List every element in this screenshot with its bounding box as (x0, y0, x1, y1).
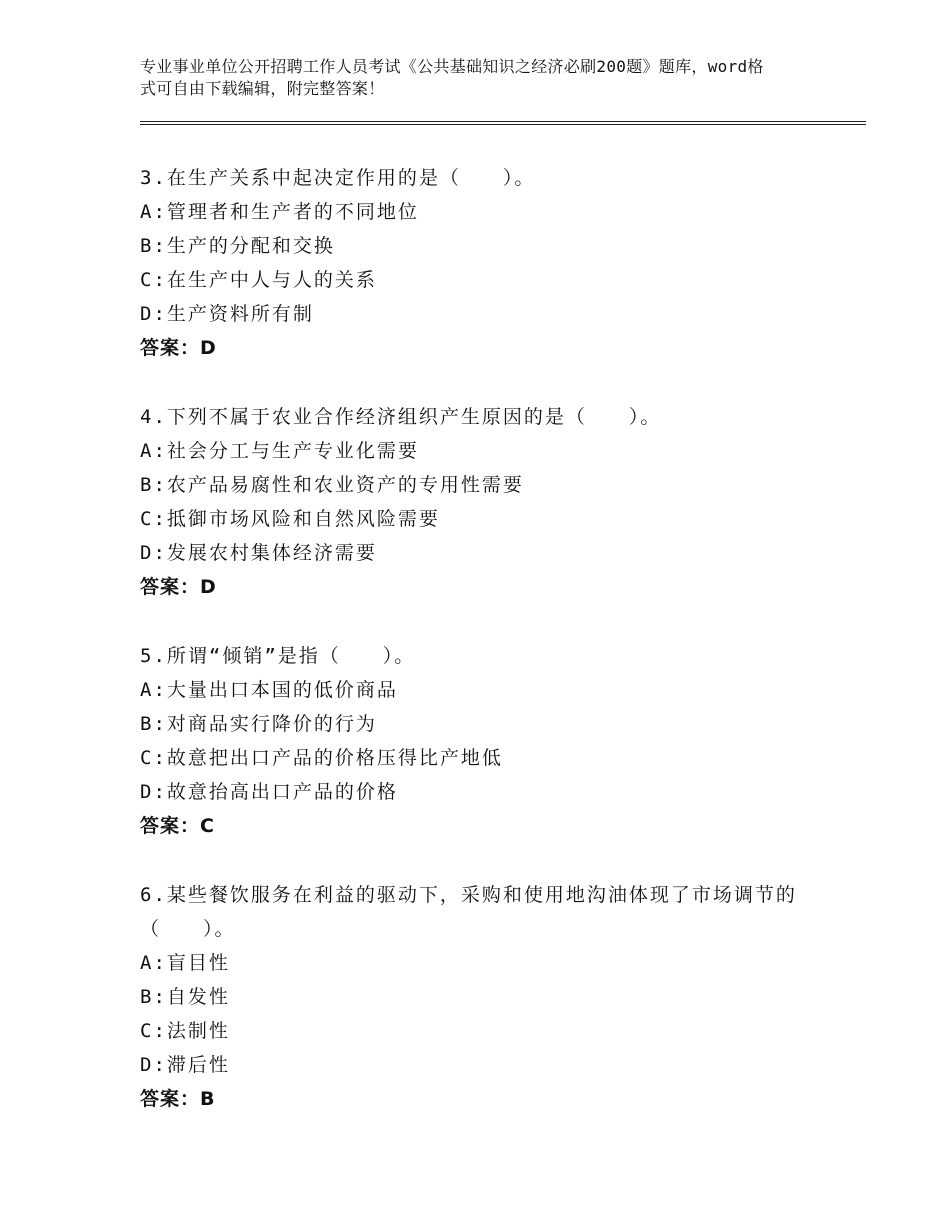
option-a: A:社会分工与生产专业化需要 (140, 440, 419, 462)
option-d: D:生产资料所有制 (140, 303, 314, 325)
question-6 (140, 878, 820, 1116)
question-title: 6.某些餐饮服务在利益的驱动下，采购和使用地沟油体现了市场调节的（ ）。 (140, 884, 797, 940)
option-b: B:生产的分配和交换 (140, 235, 335, 257)
answer: 答案：D (140, 337, 217, 359)
question-title: 4.下列不属于农业合作经济组织产生原因的是（ ）。 (140, 406, 662, 428)
header-rule-bottom (140, 124, 866, 125)
question-5 (140, 639, 820, 843)
option-d: D:滞后性 (140, 1054, 230, 1076)
document-header: 专业事业单位公开招聘工作人员考试《公共基础知识之经济必刷200题》题库，word格式可自由下载编辑，附完整答案！ (140, 57, 764, 98)
option-a: A:管理者和生产者的不同地位 (140, 201, 419, 223)
question-4 (140, 400, 820, 604)
header-rule-top (140, 121, 866, 122)
option-a: A:盲目性 (140, 952, 230, 974)
option-d: D:故意抬高出口产品的价格 (140, 781, 398, 803)
answer: 答案：B (140, 1088, 216, 1110)
option-b: B:对商品实行降价的行为 (140, 713, 377, 735)
question-title: 5.所谓“倾销”是指（ ）。 (140, 645, 416, 667)
question-title: 3.在生产关系中起决定作用的是（ ）。 (140, 167, 536, 189)
answer: 答案：C (140, 815, 215, 837)
option-c: C:法制性 (140, 1020, 230, 1042)
question-3 (140, 161, 820, 365)
option-c: C:在生产中人与人的关系 (140, 269, 377, 291)
option-d: D:发展农村集体经济需要 (140, 542, 377, 564)
option-a: A:大量出口本国的低价商品 (140, 679, 398, 701)
option-b: B:自发性 (140, 986, 230, 1008)
option-c: C:抵御市场风险和自然风险需要 (140, 508, 440, 530)
option-b: B:农产品易腐性和农业资产的专用性需要 (140, 474, 524, 496)
option-c: C:故意把出口产品的价格压得比产地低 (140, 747, 503, 769)
answer: 答案：D (140, 576, 217, 598)
